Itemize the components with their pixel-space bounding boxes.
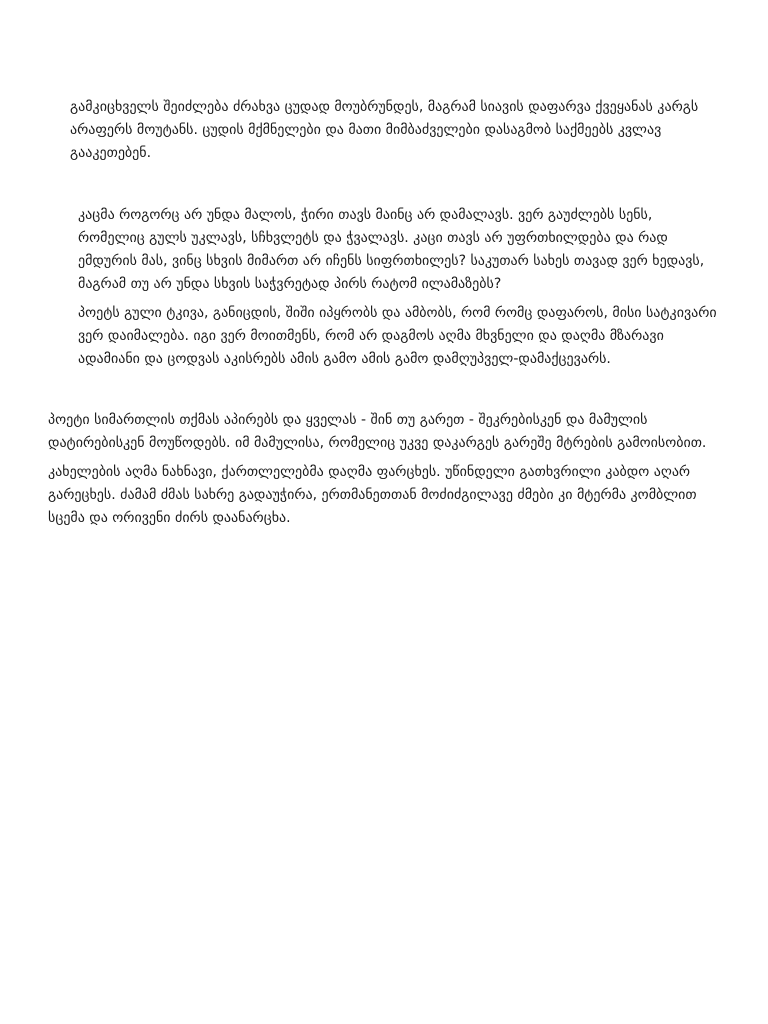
paragraph-4: პოეტი სიმართლის თქმას აპირებს და ყველას - შინ თუ გარეთ - შეკრებისკენ და მამულის დატირებისკენ მოუწოდებს. იმ მამულისა, რომელიც უკვე დაკარგეს გარეშე მტრების გამოისობით. <box>48 412 707 451</box>
text-block-middle <box>78 204 718 371</box>
paragraph-5: კახელების აღმა ნახნავი, ქართლელებმა დაღმა ფარცხეს. უწინდელი გათხვრილი კაბდო აღარ გარეცხეს. ძამამ ძმას სახრე გადაუჭირა, ერთმანეთთან მოძიძგილავე ძმები კი მტერმა კომბლით სცემა და ორივენი ძირს დაანარცხა. <box>48 464 697 526</box>
paragraph-2: კაცმა როგორც არ უნდა მალოს, ჭირი თავს მაინც არ დამალავს. ვერ გაუძლებს სენს, რომელიც გულს უკლავს, სჩხვლეტს და ჭვალავს. კაცი თავს არ უფრთხილდება და რად ემდურის მას, ვინც სხვის მიმართ არ იჩენს სიფრთხილეს? საკუთარ სახეს თავად ვერ ხედავს, მაგრამ თუ არ უნდა სხვის საჭვრეტად პირს რატომ ილამაზებს? <box>78 207 705 292</box>
paragraph-3: პოეტს გული ტკივა, განიცდის, შიში იპყრობს და ამბობს, რომ რომც დაფაროს, მისი სატკივარი ვერ დაიმალება. იგი ვერ მოითმენს, რომ არ დაგმოს აღმა მხვნელი და დაღმა მზარავი ადამიანი და ცოდვას აკისრებს ამის გამო ამის გამო დამღუპველ-დამაქცევარს. <box>78 305 717 367</box>
text-block-final <box>48 409 718 530</box>
paragraph-1: გამკიცხველს შეიძლება ძრახვა ცუდად მოუბრუნდეს, მაგრამ სიავის დაფარვა ქვეყანას კარგს არაფერს მოუტანს. ცუდის მქმნელები და მათი მიმბაძველები დასაგმობ საქმეებს კვლავ გააკეთებენ. <box>70 99 699 161</box>
text-block-intro <box>70 96 710 165</box>
